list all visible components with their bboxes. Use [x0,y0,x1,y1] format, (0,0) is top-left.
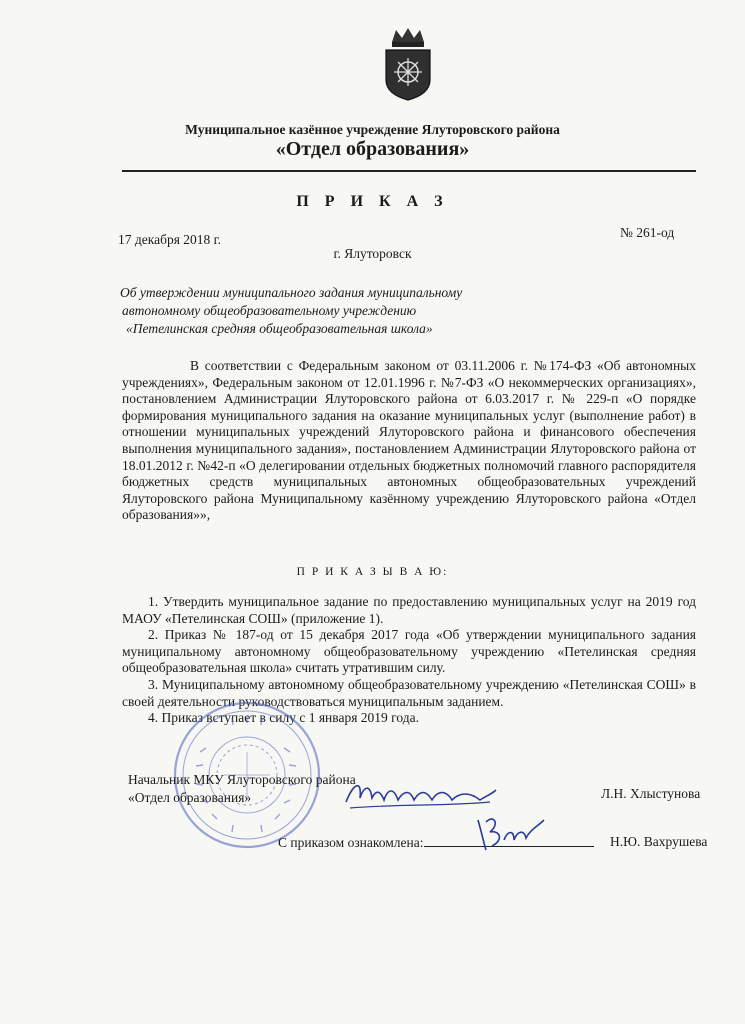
preamble-paragraph: В соответствии с Федеральным законом от 03.11.2006 г. №174-ФЗ «Об автономных учреждениях», Федеральным законом от 12.01.1996 г. №7-ФЗ «О некоммерческих организациях», постановлением Администрации Ялуторовского района от 6.03.2017 г. № 229-п «О порядке формирования муниципального задания на оказание муниципальных услуг (выполнение работ) в отношении муниципальных учреждений Ялуторовского района и финансового обеспечения выполнения муниципального задания», постановлением Администрации Ялуторовского района от 18.01.2012 г. №42-п «О делегировании отдельных бюджетных полномочий главного распорядителя бюджетных средств муниципальных автономных общеобразовательных учреждений Ялуторовского района Муниципальному казённому учреждению Ялуторовского района «Отдел образования»», [122,358,696,523]
chief-name: Л.Н. Хлыстунова [601,786,701,801]
order-directive: П Р И К А З Ы В А Ю: [296,566,449,578]
subject-line: автономному общеобразовательному учреждению [122,303,417,318]
acknowledgement-label: С приказом ознакомлена: [278,835,424,850]
order-subject [120,284,540,338]
chief-position-line: «Отдел образования» [128,790,252,805]
order-item: 2. Приказ № 187-од от 15 декабря 2017 года «Об утверждении муниципального задания муниципальному автономному общеобразовательному учреждению «Петелинская средняя общеобразовательная школа» считать утратившим силу. [122,627,696,676]
organization-name: Муниципальное казённое учреждение Ялуторовского района [185,122,560,137]
department-name: «Отдел образования» [275,138,470,160]
order-item: 1. Утвердить муниципальное задание по предоставлению муниципальных услуг на 2019 год МАОУ «Петелинская СОШ» (приложение 1). [122,594,696,626]
order-number: № 261-од [620,225,675,240]
order-item: 3. Муниципальному автономному общеобразовательному учреждению «Петелинская СОШ» в своей деятельности руководствоваться муниципальным заданием. [122,676,696,709]
coat-of-arms-icon [382,24,434,102]
acknowledged-name: Н.Ю. Вахрушева [610,834,708,849]
subject-line: Об утверждении муниципального задания муниципальному [120,285,463,300]
subject-line: «Петелинская средняя общеобразовательная школа» [126,321,433,336]
order-date: 17 декабря 2018 г. [118,232,222,247]
acknowledgement-signature [470,810,550,854]
order-city: г. Ялуторовск [333,246,412,261]
chief-position-line: Начальник МКУ Ялуторовского района [128,772,356,787]
header-divider [122,170,696,172]
document-title: П Р И К А З [296,193,449,210]
order-item: 4. Приказ вступает в силу с 1 января 2019 года. [148,710,419,726]
chief-position [128,771,356,807]
